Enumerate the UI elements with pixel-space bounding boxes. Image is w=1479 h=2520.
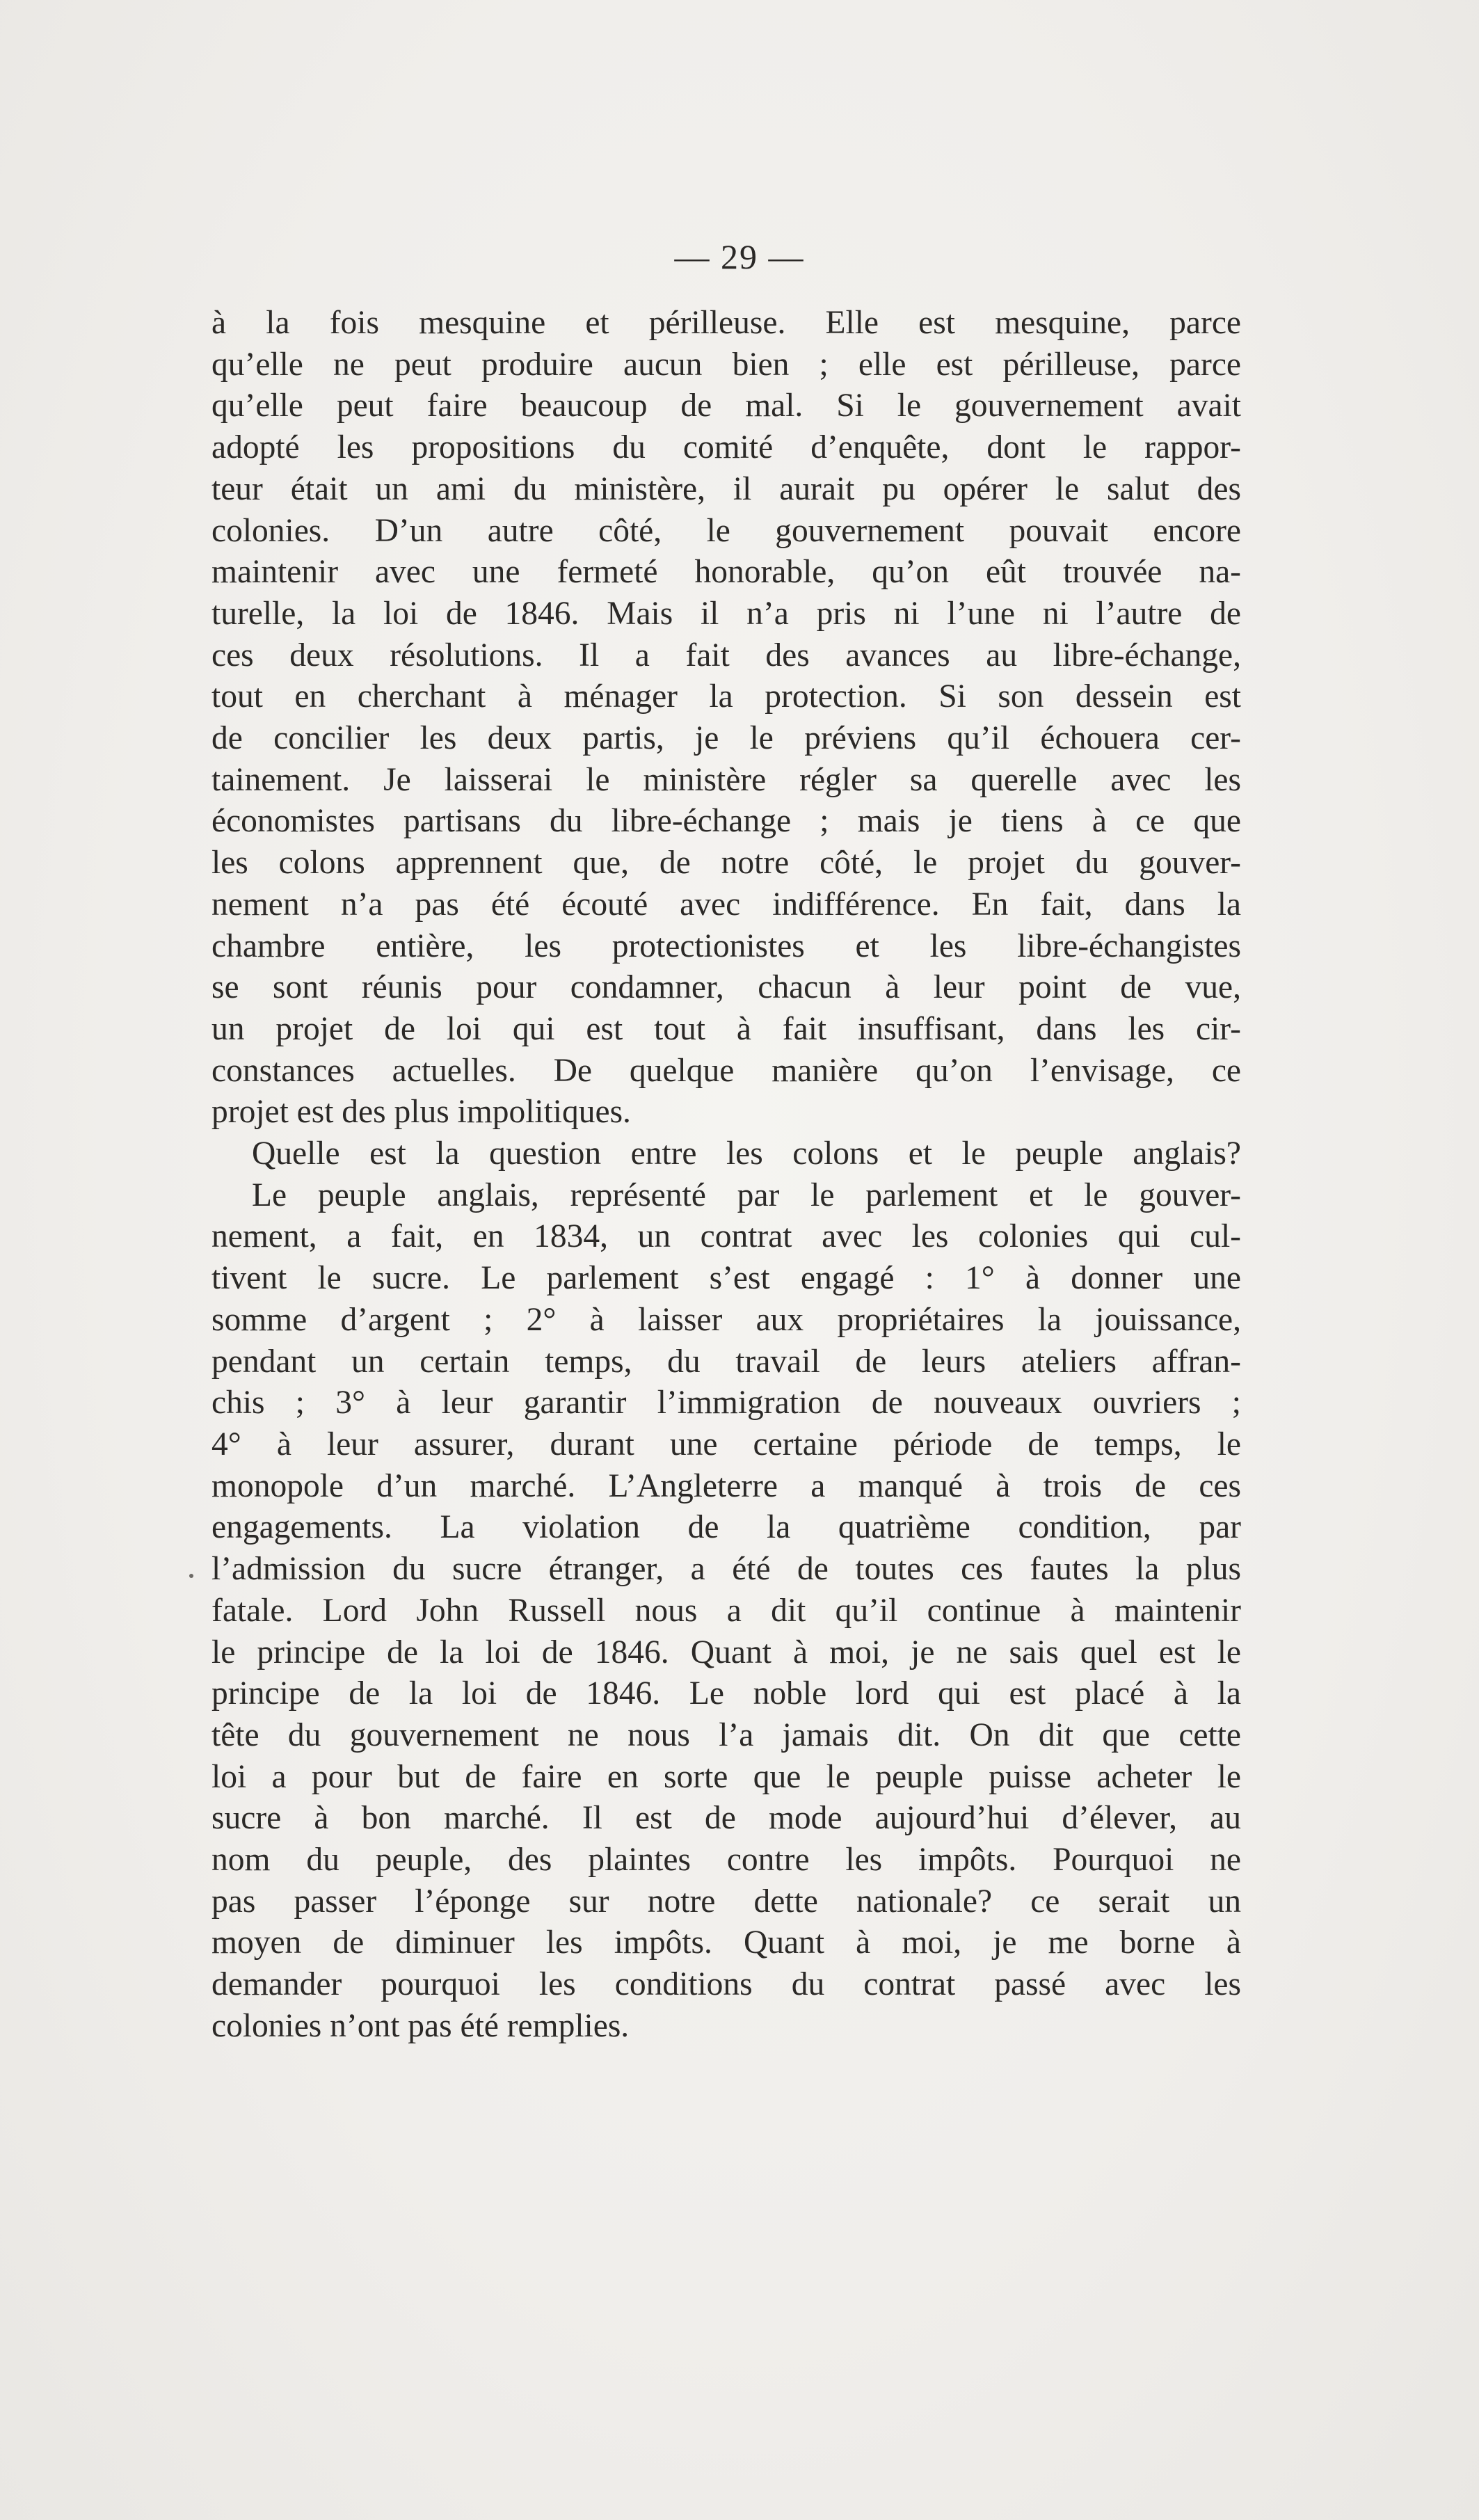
text-line: chambre entière, les protectionistes et les libre-échangistes xyxy=(211,927,1241,964)
text-line: colonies n’ont pas été remplies. xyxy=(211,2007,630,2044)
text-line: engagements. La violation de la quatrième condition, par xyxy=(211,1509,1241,1546)
text-line: Quelle est la question entre les colons et le peuple anglais? xyxy=(252,1135,1241,1172)
text-line: pendant un certain temps, du travail de leurs ateliers affran- xyxy=(211,1343,1241,1380)
text-line: demander pourquoi les conditions du contrat passé avec les xyxy=(211,1966,1241,2003)
text-line: colonies. D’un autre côté, le gouvernement pouvait encore xyxy=(211,512,1241,549)
text-line: principe de la loi de 1846. Le noble lord qui est placé à la xyxy=(211,1675,1241,1712)
text-line: qu’elle ne peut produire aucun bien ; elle est périlleuse, parce xyxy=(211,346,1241,383)
page-number: — 29 — xyxy=(674,237,805,276)
text-line: chis ; 3° à leur garantir l’immigration de nouveaux ouvriers ; xyxy=(211,1385,1241,1421)
text-line: tivent le sucre. Le parlement s’est engagé : 1° à donner une xyxy=(211,1260,1241,1297)
text-line: maintenir avec une fermeté honorable, qu’on eût trouvée na- xyxy=(211,554,1241,591)
text-line: économistes partisans du libre-échange ; mais je tiens à ce que xyxy=(211,803,1241,840)
text-line: pas passer l’éponge sur notre dette nationale? ce serait un xyxy=(211,1883,1241,1920)
text-line: l’admission du sucre étranger, a été de toutes ces fautes la plus xyxy=(211,1551,1241,1588)
text-line: adopté les propositions du comité d’enquête, dont le rappor- xyxy=(211,429,1241,466)
text-line: de concilier les deux partis, je le préviens qu’il échouera cer- xyxy=(211,720,1241,757)
text-line: constances actuelles. De quelque manière qu’on l’envisage, ce xyxy=(211,1052,1241,1089)
text-line: tête du gouvernement ne nous l’a jamais dit. On dit que cette xyxy=(211,1716,1241,1753)
body-text xyxy=(211,303,1241,2048)
text-line: un projet de loi qui est tout à fait insuffisant, dans les cir- xyxy=(211,1010,1241,1047)
text-line: fatale. Lord John Russell nous a dit qu’il continue à maintenir xyxy=(211,1592,1241,1629)
text-line: turelle, la loi de 1846. Mais il n’a pris ni l’une ni l’autre de xyxy=(211,595,1241,632)
text-line: les colons apprennent que, de notre côté, le projet du gouver- xyxy=(211,845,1241,882)
text-line: monopole d’un marché. L’Angleterre a manqué à trois de ces xyxy=(211,1467,1241,1504)
text-line: sucre à bon marché. Il est de mode aujourd’hui d’élever, au xyxy=(211,1800,1241,1837)
text-line: moyen de diminuer les impôts. Quant à moi, je me borne à xyxy=(211,1924,1241,1961)
text-line: tout en cherchant à ménager la protection. Si son dessein est xyxy=(211,678,1241,715)
text-line: le principe de la loi de 1846. Quant à moi, je ne sais quel est le xyxy=(211,1634,1241,1670)
text-line: teur était un ami du ministère, il aurait pu opérer le salut des xyxy=(211,470,1241,507)
text-line: se sont réunis pour condamner, chacun à leur point de vue, xyxy=(211,969,1241,1006)
text-line: tainement. Je laisserai le ministère régler sa querelle avec les xyxy=(211,761,1241,798)
text-line: nement n’a pas été écouté avec indifférence. En fait, dans la xyxy=(211,886,1241,923)
text-line: loi a pour but de faire en sorte que le peuple puisse acheter le xyxy=(211,1758,1241,1795)
text-line: somme d’argent ; 2° à laisser aux propriétaires la jouissance, xyxy=(211,1301,1241,1338)
text-line: qu’elle peut faire beaucoup de mal. Si le gouvernement avait xyxy=(211,388,1241,424)
text-line: à la fois mesquine et périlleuse. Elle est mesquine, parce xyxy=(211,305,1241,341)
text-line: nement, a fait, en 1834, un contrat avec les colonies qui cul- xyxy=(211,1218,1241,1255)
text-line: Le peuple anglais, représenté par le parlement et le gouver- xyxy=(252,1177,1241,1213)
margin-mark xyxy=(189,1574,193,1578)
text-line: nom du peuple, des plaintes contre les impôts. Pourquoi ne xyxy=(211,1842,1241,1879)
text-line: projet est des plus impolitiques. xyxy=(211,1094,631,1131)
text-line: ces deux résolutions. Il a fait des avances au libre-échange, xyxy=(211,637,1241,673)
text-line: 4° à leur assurer, durant une certaine période de temps, le xyxy=(211,1426,1241,1462)
